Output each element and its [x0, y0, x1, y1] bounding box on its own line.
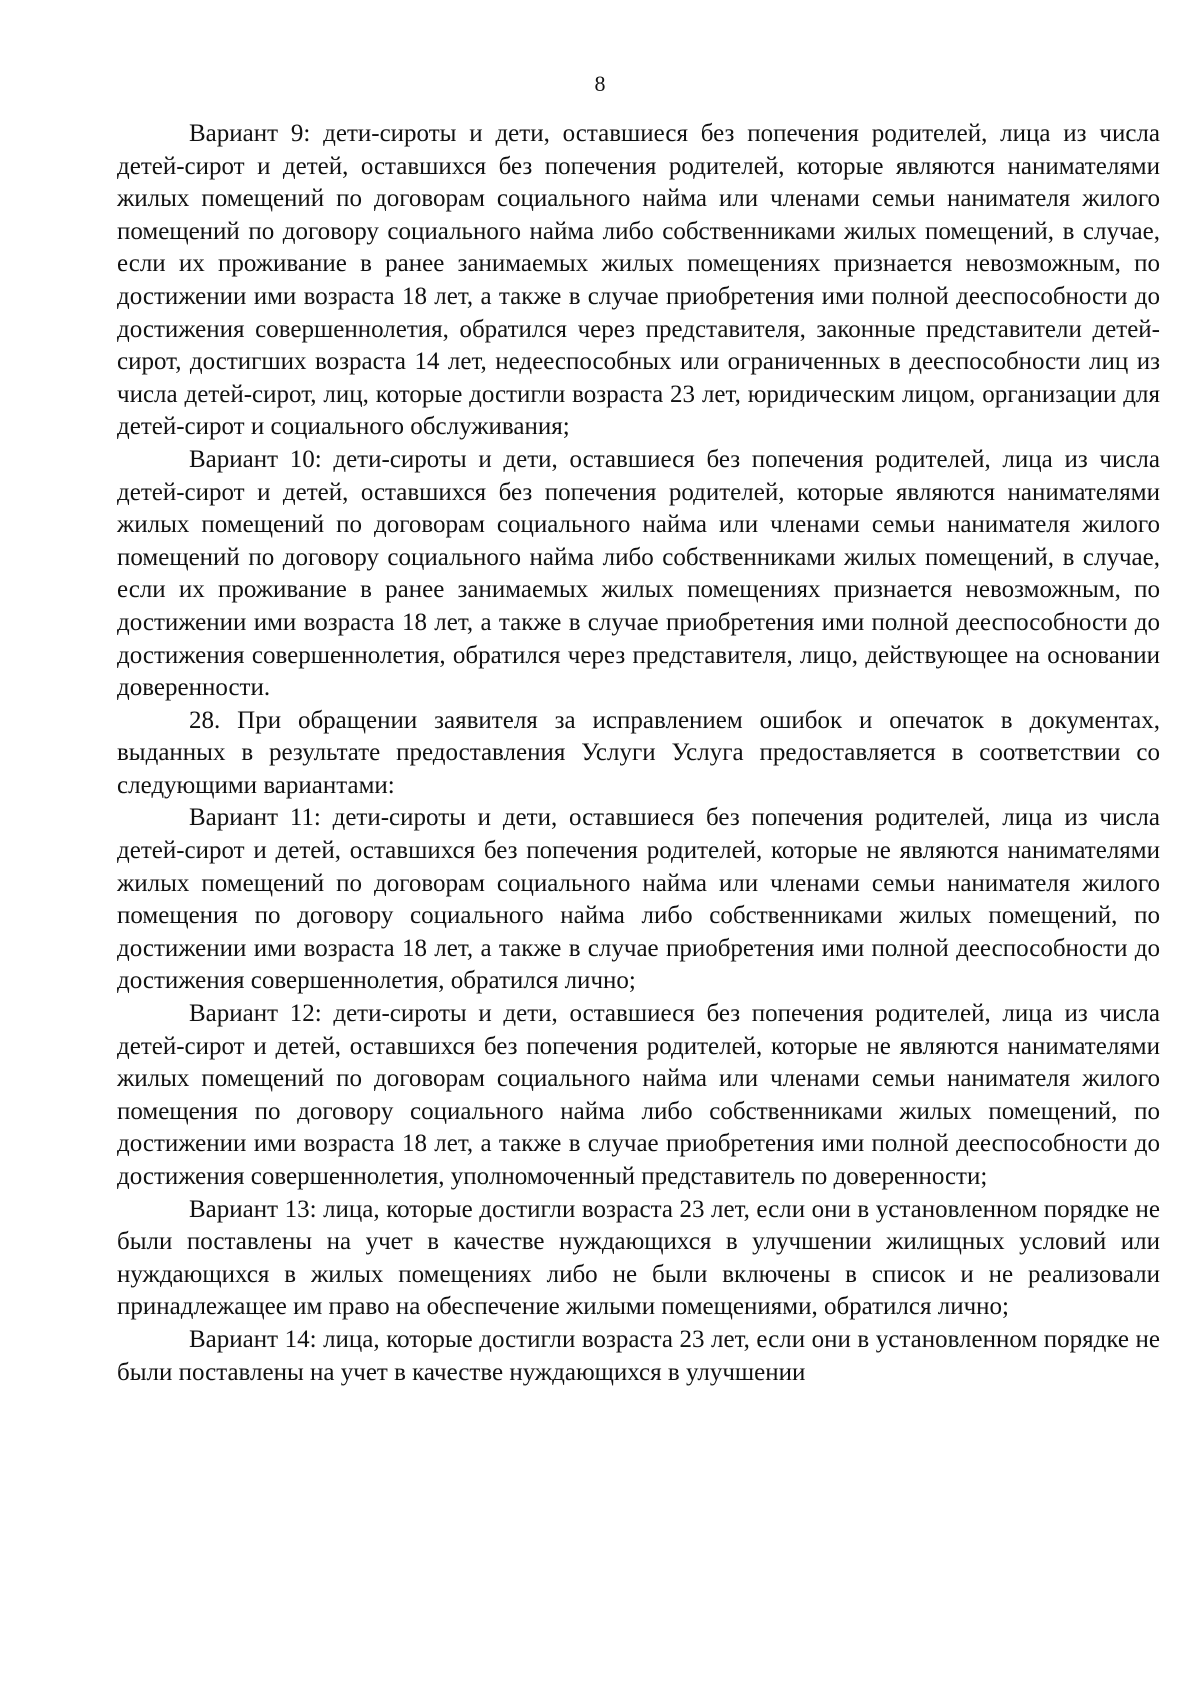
- page-number: 8: [594, 71, 606, 96]
- paragraph-variant-14: Вариант 14: лица, которые достигли возраста 23 лет, если они в установленном порядке не были поставлены на учет в качестве нуждающихся в улучшении: [117, 1325, 1160, 1386]
- document-body: [117, 118, 1160, 1389]
- paragraph-item-28: 28. При обращении заявителя за исправлением ошибок и опечаток в документах, выданных в результате предоставления Услуги Услуга предоставляется в соответствии со следующими вариантами:: [117, 706, 1160, 799]
- paragraph-variant-11: Вариант 11: дети-сироты и дети, оставшиеся без попечения родителей, лица из числа детей-сирот и детей, оставшихся без попечения родителей, которые не являются нанимателями жилых помещений по договорам социального найма или членами семьи нанимателя жилого помещения по договору социального найма либо собственниками жилых помещений, по достижении ими возраста 18 лет, а также в случае приобретения ими полной дееспособности до достижения совершеннолетия, обратился лично;: [117, 804, 1160, 995]
- paragraph-variant-9: Вариант 9: дети-сироты и дети, оставшиеся без попечения родителей, лица из числа детей-сирот и детей, оставшихся без попечения родителей, которые являются нанимателями жилых помещений по договорам социального найма или членами семьи нанимателя жилого помещений по договору социального найма либо собственниками жилых помещений, в случае, если их проживание в ранее занимаемых жилых помещениях признается невозможным, по достижении ими возраста 18 лет, а также в случае приобретения ими полной дееспособности до достижения совершеннолетия, обратился через представителя, законные представители детей-сирот, достигших возраста 14 лет, недееспособных или ограниченных в дееспособности лиц из числа детей-сирот, лиц, которые достигли возраста 23 лет, юридическим лицом, организации для детей-сирот и социального обслуживания;: [117, 120, 1160, 441]
- paragraph-variant-10: Вариант 10: дети-сироты и дети, оставшиеся без попечения родителей, лица из числа детей-сирот и детей, оставшихся без попечения родителей, которые являются нанимателями жилых помещений по договорам социального найма или членами семьи нанимателя жилого помещений по договору социального найма либо собственниками жилых помещений, в случае, если их проживание в ранее занимаемых жилых помещениях признается невозможным, по достижении ими возраста 18 лет, а также в случае приобретения ими полной дееспособности до достижения совершеннолетия, обратился через представителя, лицо, действующее на основании доверенности.: [117, 445, 1160, 702]
- paragraph-variant-12: Вариант 12: дети-сироты и дети, оставшиеся без попечения родителей, лица из числа детей-сирот и детей, оставшихся без попечения родителей, которые не являются нанимателями жилых помещений по договорам социального найма или членами семьи нанимателя жилого помещения по договору социального найма либо собственниками жилых помещений, по достижении ими возраста 18 лет, а также в случае приобретения ими полной дееспособности до достижения совершеннолетия, уполномоченный представитель по доверенности;: [117, 1000, 1160, 1190]
- paragraph-variant-13: Вариант 13: лица, которые достигли возраста 23 лет, если они в установленном порядке не были поставлены на учет в качестве нуждающихся в улучшении жилищных условий или нуждающихся в жилых помещениях либо не были включены в список и не реализовали принадлежащее им право на обеспечение жилыми помещениями, обратился лично;: [117, 1195, 1160, 1321]
